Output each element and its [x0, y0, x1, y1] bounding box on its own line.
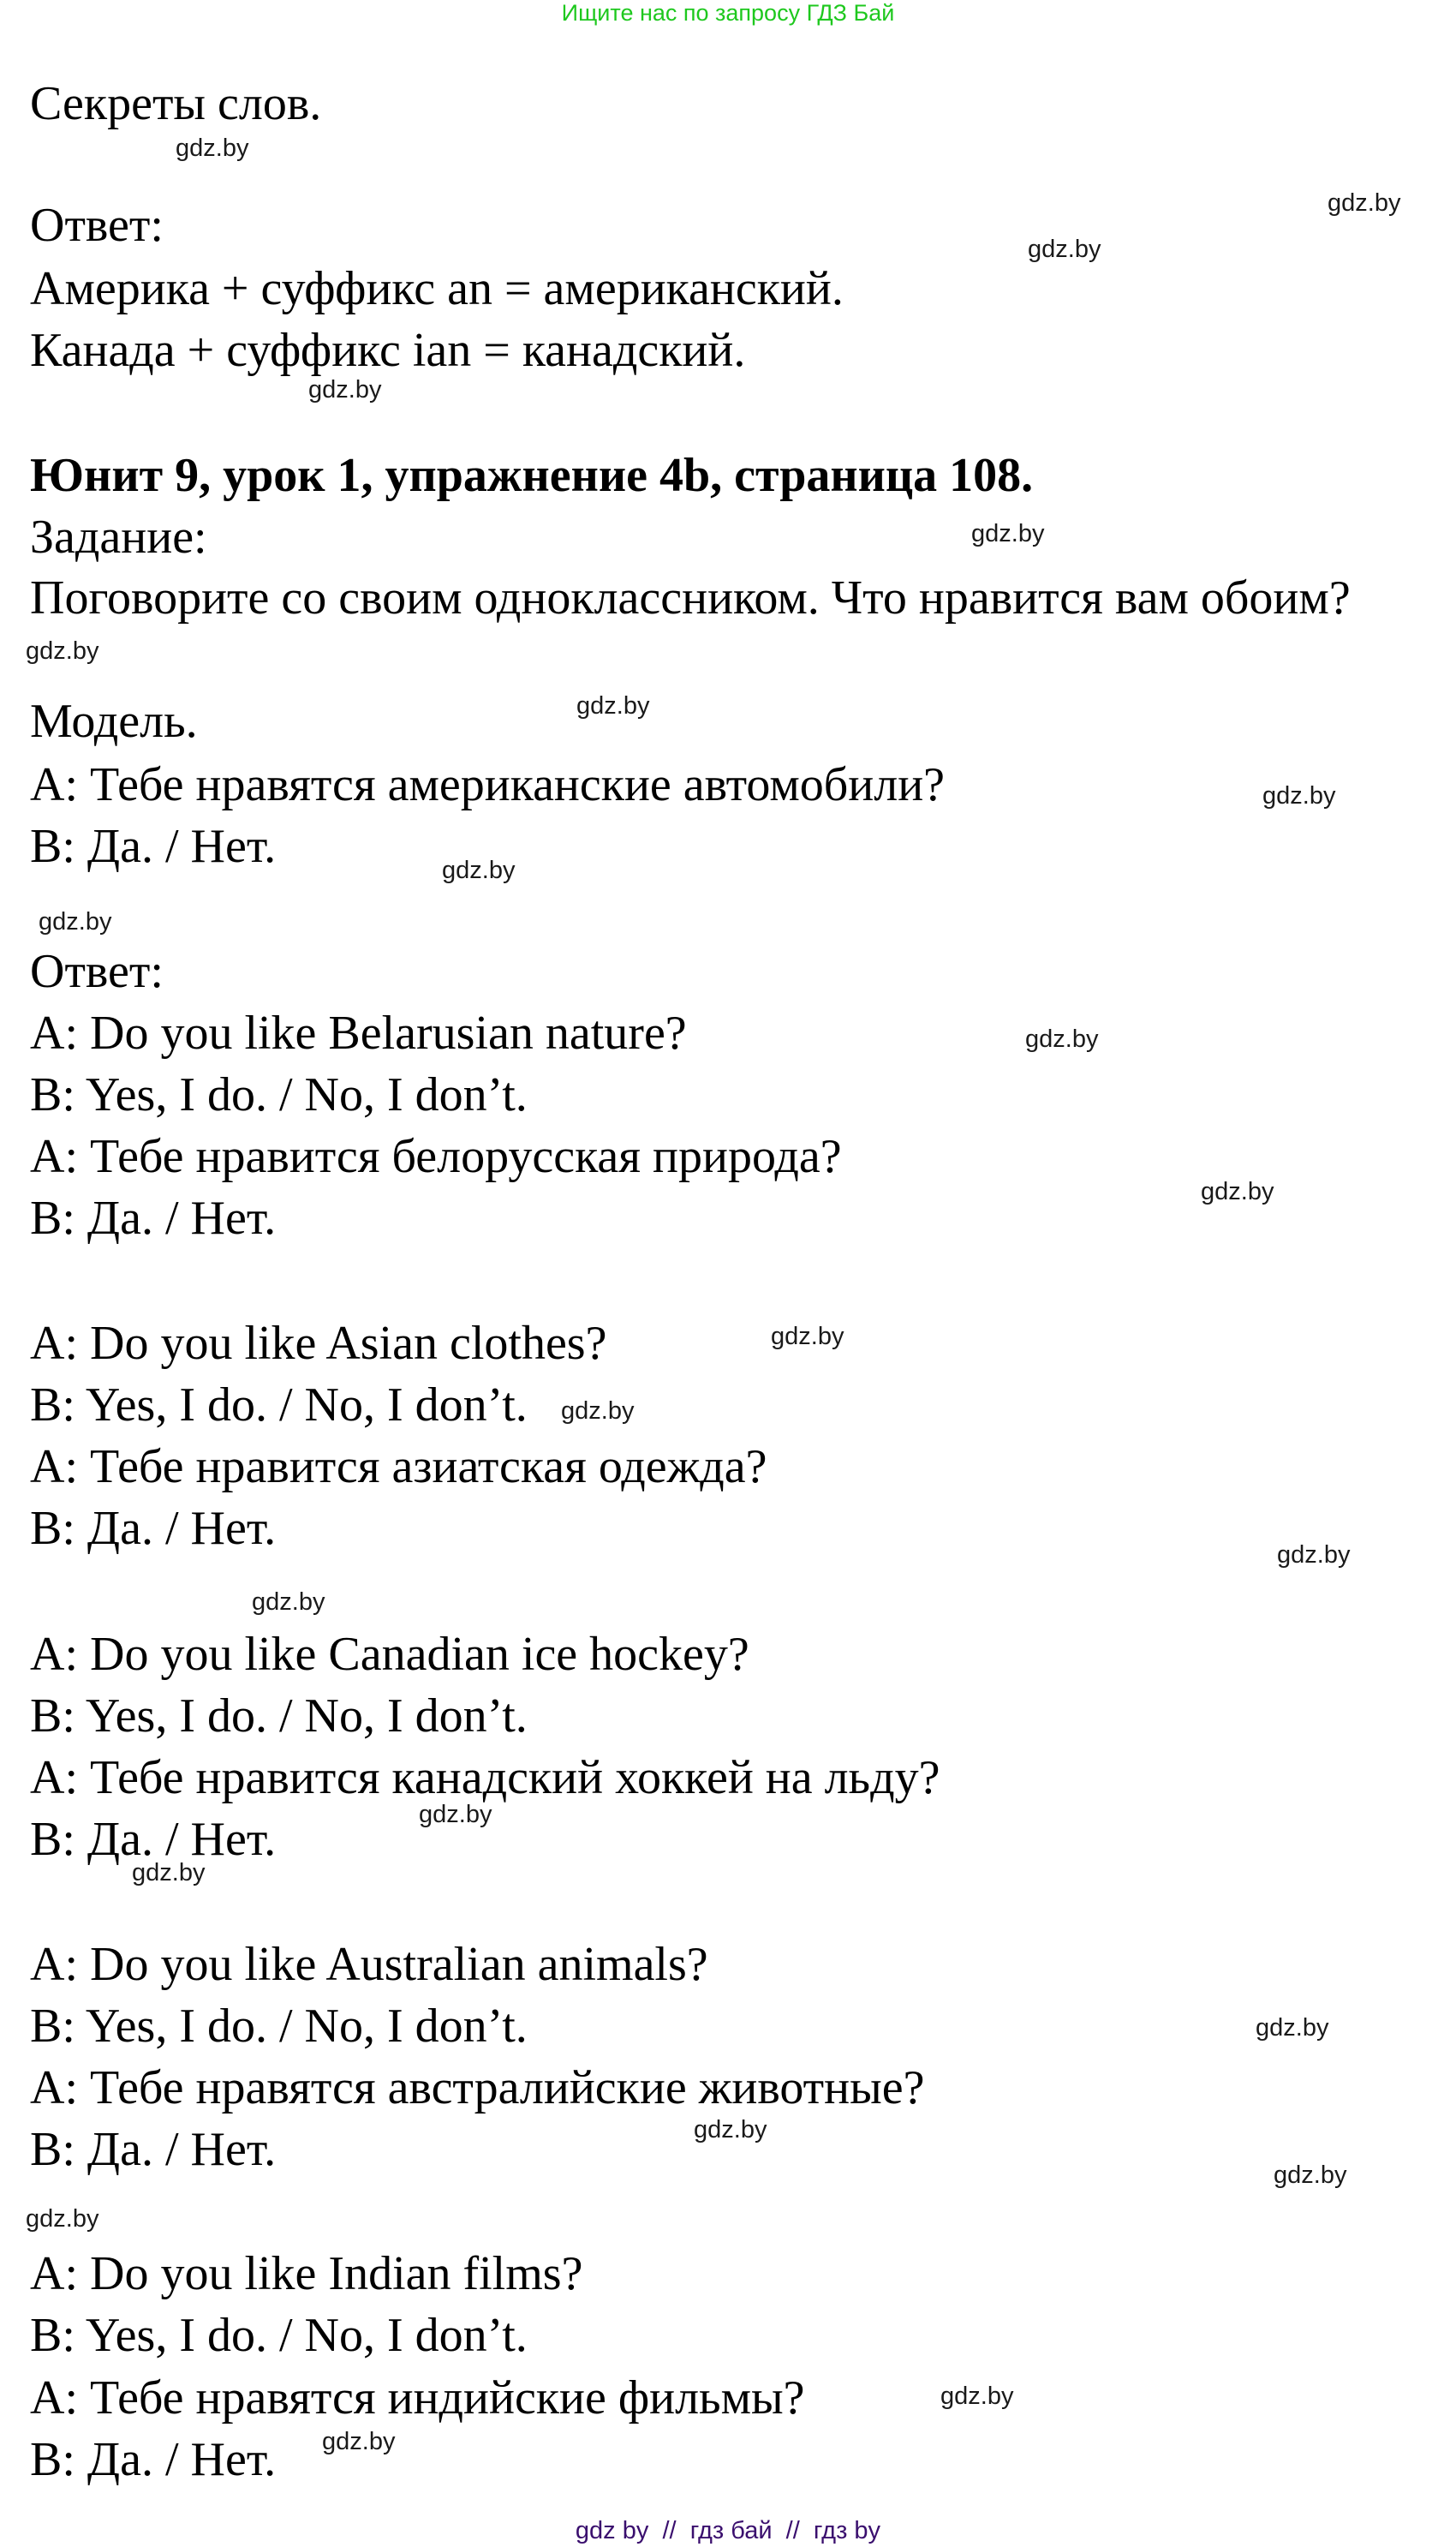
- watermark: gdz.by: [26, 2205, 99, 2233]
- answer-label: Ответ:: [30, 945, 164, 998]
- dialogue-line: A: Тебе нравится канадский хоккей на льду?: [30, 1751, 940, 1804]
- dialogue-line: B: Да. / Нет.: [30, 2123, 277, 2176]
- watermark: gdz.by: [39, 908, 112, 936]
- dialogue-line: B: Да. / Нет.: [30, 1813, 277, 1866]
- dialogue-line: A: Do you like Belarusian nature?: [30, 1007, 687, 1060]
- dialogue-line: A: Тебе нравится белорусская природа?: [30, 1130, 842, 1183]
- watermark: gdz.by: [1256, 2014, 1329, 2042]
- dialogue-line: A: Тебе нравятся индийские фильмы?: [30, 2371, 805, 2424]
- dialogue-line: A: Do you like Canadian ice hockey?: [30, 1628, 749, 1681]
- watermark: gdz.by: [694, 2116, 767, 2143]
- dialogue-line: A: Do you like Indian films?: [30, 2247, 583, 2300]
- watermark: gdz.by: [1201, 1178, 1274, 1205]
- watermark: gdz.by: [561, 1397, 635, 1425]
- watermark: gdz.by: [322, 2428, 396, 2455]
- watermark: gdz.by: [132, 1859, 206, 1886]
- task-label: Задание:: [30, 511, 207, 564]
- watermark: gdz.by: [1025, 1025, 1099, 1053]
- watermark: gdz.by: [1328, 189, 1401, 217]
- dialogue-line: B: Да. / Нет.: [30, 1502, 277, 1555]
- watermark: gdz.by: [1262, 782, 1336, 810]
- dialogue-line: B: Yes, I do. / No, I don’t.: [30, 1068, 528, 1121]
- dialogue-line: B: Yes, I do. / No, I don’t.: [30, 1689, 528, 1743]
- dialogue-line: A: Тебе нравится азиатская одежда?: [30, 1440, 767, 1493]
- section-title: Секреты слов.: [30, 77, 322, 130]
- watermark: gdz.by: [252, 1588, 325, 1616]
- dialogue-line: B: Yes, I do. / No, I don’t.: [30, 1378, 528, 1432]
- answer-line: Америка + суффикс an = американский.: [30, 262, 844, 315]
- dialogue-line: B: Yes, I do. / No, I don’t.: [30, 2000, 528, 2053]
- task-text: Поговорите со своим одноклассником. Что нравится вам обоим?: [30, 571, 1351, 625]
- model-label: Модель.: [30, 695, 198, 748]
- watermark: gdz.by: [419, 1801, 492, 1828]
- watermark: gdz.by: [576, 692, 650, 720]
- answer-line: Канада + суффикс ian = канадский.: [30, 324, 746, 377]
- watermark: gdz.by: [308, 376, 382, 404]
- watermark: gdz.by: [1028, 236, 1101, 263]
- watermark: gdz.by: [940, 2383, 1014, 2410]
- watermark: gdz.by: [442, 857, 516, 884]
- watermark: gdz.by: [971, 520, 1045, 547]
- answer-label: Ответ:: [30, 199, 164, 252]
- dialogue-line: B: Yes, I do. / No, I don’t.: [30, 2309, 528, 2362]
- watermark: gdz.by: [1274, 2161, 1347, 2189]
- exercise-heading: Юнит 9, урок 1, упражнение 4b, страница 108.: [30, 449, 1034, 502]
- model-line: A: Тебе нравятся американские автомобили?: [30, 758, 946, 811]
- watermark: gdz.by: [771, 1323, 844, 1350]
- watermark: gdz.by: [26, 637, 99, 665]
- header-banner: Ищите нас по запросу ГДЗ Бай: [561, 0, 895, 26]
- watermark: gdz.by: [176, 135, 249, 162]
- dialogue-line: A: Тебе нравятся австралийские животные?: [30, 2061, 925, 2114]
- dialogue-line: B: Да. / Нет.: [30, 1192, 277, 1245]
- watermark: gdz.by: [1277, 1541, 1351, 1569]
- footer-banner: gdz by // гдз бай // гдз by: [575, 2517, 881, 2544]
- dialogue-line: A: Do you like Asian clothes?: [30, 1317, 607, 1370]
- dialogue-line: A: Do you like Australian animals?: [30, 1938, 708, 1991]
- model-line: B: Да. / Нет.: [30, 820, 277, 873]
- dialogue-line: B: Да. / Нет.: [30, 2433, 277, 2486]
